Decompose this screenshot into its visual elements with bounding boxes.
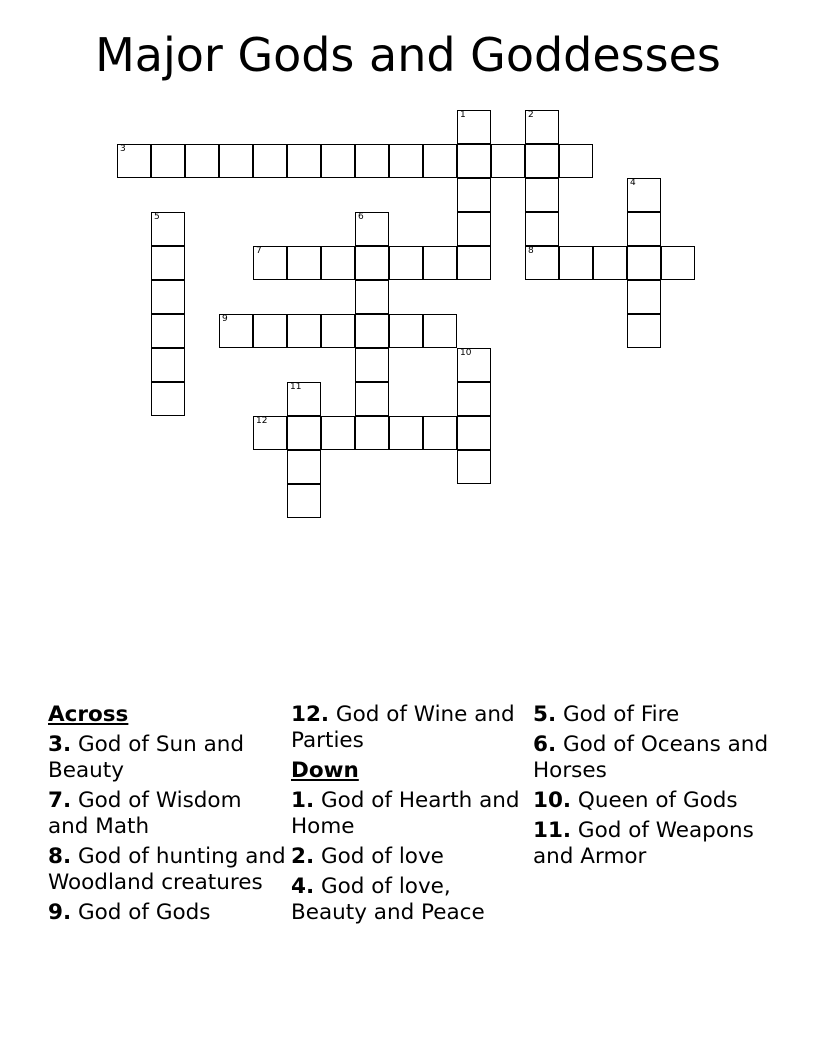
- grid-cell[interactable]: [627, 178, 661, 212]
- grid-cell[interactable]: [389, 144, 423, 178]
- grid-cell[interactable]: [423, 144, 457, 178]
- clue-item: [291, 874, 531, 926]
- grid-cell[interactable]: [627, 280, 661, 314]
- clue-column-3: [533, 702, 778, 874]
- grid-cell[interactable]: [491, 144, 525, 178]
- clue-number: 12: [256, 416, 268, 426]
- grid-cell[interactable]: [151, 382, 185, 416]
- clue-number: 3: [120, 144, 126, 154]
- clue-number: 5: [154, 212, 160, 222]
- grid-cell[interactable]: [321, 144, 355, 178]
- grid-cell[interactable]: [627, 246, 661, 280]
- clue-column-1: [48, 702, 288, 930]
- grid-cell[interactable]: [457, 212, 491, 246]
- clue-item-text: God of Wine and Parties: [291, 702, 515, 753]
- grid-cell[interactable]: [593, 246, 627, 280]
- grid-cell[interactable]: [151, 348, 185, 382]
- clue-number: 7: [256, 246, 262, 256]
- grid-cell[interactable]: [559, 144, 593, 178]
- grid-cell[interactable]: [457, 144, 491, 178]
- clue-item: [291, 844, 531, 870]
- clue-item: [291, 788, 531, 840]
- grid-cell[interactable]: [287, 382, 321, 416]
- clue-number: 8: [528, 246, 534, 256]
- clue-item-text: God of Wisdom and Math: [48, 788, 242, 839]
- grid-cell[interactable]: [525, 246, 559, 280]
- clue-item: [533, 702, 778, 728]
- grid-cell[interactable]: [559, 246, 593, 280]
- grid-cell[interactable]: [389, 314, 423, 348]
- clue-item-number: 3.: [48, 732, 72, 757]
- clue-item: [48, 788, 288, 840]
- grid-cell[interactable]: [525, 178, 559, 212]
- clue-item-number: 7.: [48, 788, 72, 813]
- grid-cell[interactable]: [151, 314, 185, 348]
- clue-number: 11: [290, 382, 302, 392]
- grid-cell[interactable]: [457, 450, 491, 484]
- grid-cell[interactable]: [457, 178, 491, 212]
- clue-item-number: 11.: [533, 818, 572, 843]
- grid-cell[interactable]: [151, 144, 185, 178]
- grid-cell[interactable]: [457, 110, 491, 144]
- grid-cell[interactable]: [151, 212, 185, 246]
- grid-cell[interactable]: [457, 246, 491, 280]
- clue-number: 10: [460, 348, 472, 358]
- grid-cell[interactable]: [287, 484, 321, 518]
- grid-cell[interactable]: [151, 280, 185, 314]
- clue-item-text: God of Weapons and Armor: [533, 818, 754, 869]
- clue-number: 2: [528, 110, 534, 120]
- grid-cell[interactable]: [355, 382, 389, 416]
- grid-cell[interactable]: [219, 314, 253, 348]
- grid-cell[interactable]: [321, 416, 355, 450]
- clue-item-number: 5.: [533, 702, 557, 727]
- grid-cell[interactable]: [525, 144, 559, 178]
- clue-item: [48, 844, 288, 896]
- grid-cell[interactable]: [321, 314, 355, 348]
- grid-cell[interactable]: [355, 246, 389, 280]
- grid-cell[interactable]: [423, 416, 457, 450]
- clue-number: 1: [460, 110, 466, 120]
- clue-item-number: 10.: [533, 788, 572, 813]
- clue-item-text: Queen of Gods: [571, 788, 738, 813]
- clue-item-text: God of Hearth and Home: [291, 788, 520, 839]
- page-title: Major Gods and Goddesses: [95, 28, 721, 82]
- clue-column-2: [291, 702, 531, 930]
- grid-cell[interactable]: [253, 416, 287, 450]
- grid-cell[interactable]: [253, 314, 287, 348]
- clue-item: [533, 788, 778, 814]
- grid-cell[interactable]: [525, 110, 559, 144]
- grid-cell[interactable]: [423, 314, 457, 348]
- grid-cell[interactable]: [627, 314, 661, 348]
- grid-cell[interactable]: [219, 144, 253, 178]
- clue-item: [291, 702, 531, 754]
- clue-item-number: 4.: [291, 874, 315, 899]
- clue-item-number: 2.: [291, 844, 315, 869]
- grid-cell[interactable]: [457, 416, 491, 450]
- grid-cell[interactable]: [287, 416, 321, 450]
- clue-item-number: 12.: [291, 702, 330, 727]
- down-heading: Down: [291, 758, 359, 783]
- clue-number: 9: [222, 314, 228, 324]
- clue-number: 6: [358, 212, 364, 222]
- clue-number: 4: [630, 178, 636, 188]
- grid-cell[interactable]: [151, 246, 185, 280]
- grid-cell[interactable]: [185, 144, 219, 178]
- clue-item-text: God of Fire: [556, 702, 680, 727]
- grid-cell[interactable]: [117, 144, 151, 178]
- clue-item-number: 6.: [533, 732, 557, 757]
- clue-item: [48, 900, 288, 926]
- clue-item-text: God of Sun and Beauty: [48, 732, 245, 783]
- grid-cell[interactable]: [525, 212, 559, 246]
- grid-cell[interactable]: [661, 246, 695, 280]
- clue-item-text: God of Gods: [71, 900, 211, 925]
- clue-item: [533, 818, 778, 870]
- clue-item-number: 8.: [48, 844, 72, 869]
- grid-cell[interactable]: [287, 450, 321, 484]
- grid-cell[interactable]: [389, 416, 423, 450]
- clue-item-text: God of Oceans and Horses: [533, 732, 769, 783]
- clue-item-number: 1.: [291, 788, 315, 813]
- grid-cell[interactable]: [457, 382, 491, 416]
- clue-item-text: God of hunting and Woodland creatures: [48, 844, 286, 895]
- clue-item-number: 9.: [48, 900, 72, 925]
- grid-cell[interactable]: [321, 246, 355, 280]
- grid-cell[interactable]: [423, 246, 457, 280]
- clue-item: [48, 732, 288, 784]
- grid-cell[interactable]: [253, 246, 287, 280]
- grid-cell[interactable]: [287, 314, 321, 348]
- grid-cell[interactable]: [355, 280, 389, 314]
- grid-cell[interactable]: [457, 348, 491, 382]
- grid-cell[interactable]: [355, 348, 389, 382]
- grid-cell[interactable]: [627, 212, 661, 246]
- grid-cell[interactable]: [287, 246, 321, 280]
- clue-item-text: God of love, Beauty and Peace: [291, 874, 485, 925]
- across-heading: Across: [48, 702, 129, 727]
- grid-cell[interactable]: [355, 212, 389, 246]
- clue-item: [533, 732, 778, 784]
- grid-cell[interactable]: [287, 144, 321, 178]
- grid-cell[interactable]: [253, 144, 287, 178]
- grid-cell[interactable]: [389, 246, 423, 280]
- grid-cell[interactable]: [355, 416, 389, 450]
- grid-cell[interactable]: [355, 144, 389, 178]
- clue-item-text: God of love: [314, 844, 444, 869]
- grid-cell[interactable]: [355, 314, 389, 348]
